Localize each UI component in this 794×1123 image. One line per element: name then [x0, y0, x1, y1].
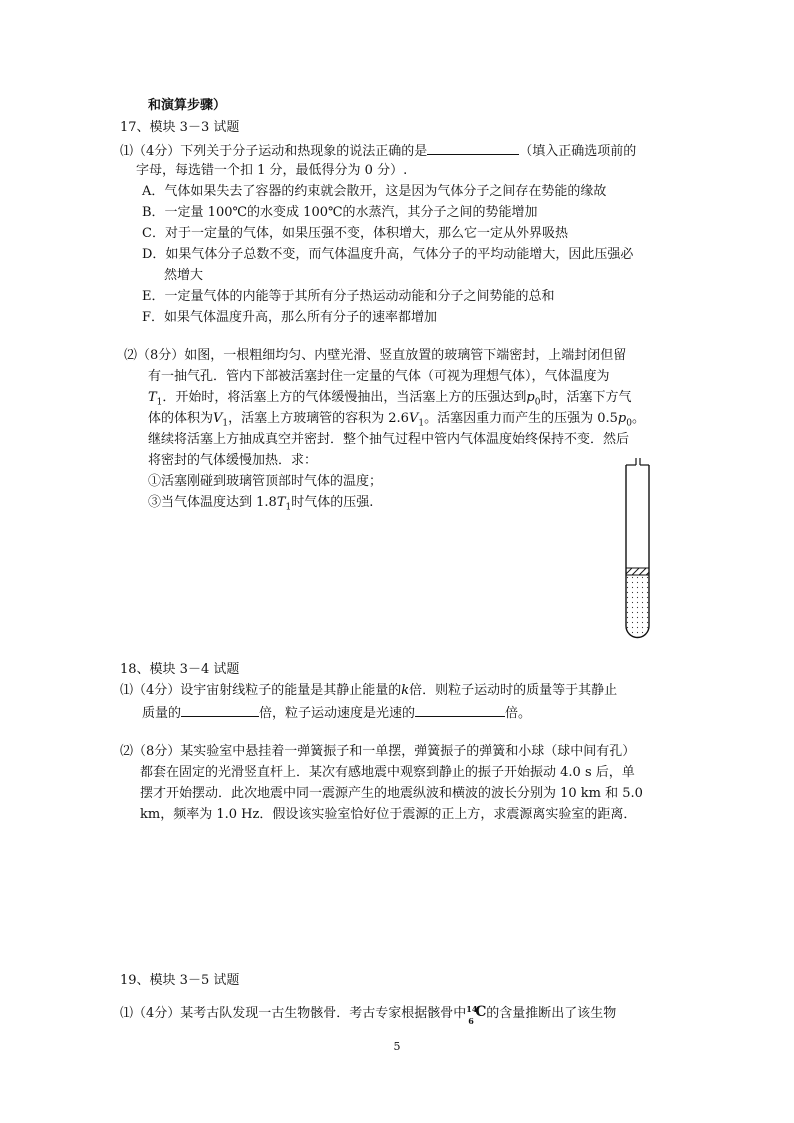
text-run: 倍。 — [505, 706, 532, 721]
subscript: 0 — [626, 418, 632, 429]
symbol-T: T — [148, 390, 157, 405]
trapped-gas — [626, 575, 649, 638]
isotope-mass-number: 14 — [466, 1004, 478, 1014]
symbol-V: V — [213, 411, 223, 426]
q17-option-d-line2: 然增大 — [164, 268, 204, 283]
subscript: 1 — [222, 418, 229, 429]
text-run: 质量的 — [142, 706, 182, 721]
text-run: ③当气体温度达到 1.8 — [148, 495, 277, 510]
page-number: 5 — [393, 1040, 401, 1053]
subscript: 1 — [156, 397, 163, 408]
q17-part2-line8 — [148, 493, 373, 518]
q17-part2-line7: ①活塞刚碰到玻璃管顶部时气体的温度； — [148, 474, 383, 489]
text-run: ，活塞上方玻璃管的容积为 2.6 — [228, 411, 409, 426]
q17-part2-line5: 继续将活塞上方抽成真空并密封．整个抽气过程中管内气体温度始终保持不变．然后 — [148, 432, 630, 447]
symbol-T: T — [276, 495, 286, 510]
symbol-p: p — [617, 411, 627, 426]
q18-part2-line3: 摆才开始摆动．此次地震中同一震源产生的地震纵波和横波的波长分别为 10 km 和 5.0 — [140, 786, 643, 801]
text-run: 倍．则粒子运动时的质量等于其静止 — [409, 683, 618, 698]
mass-ratio-blank — [181, 702, 259, 717]
q18-part2-line2: 都套在固定的光滑竖直杆上．某次有感地震中观察到静止的振子开始振动 4.0 s 后，单 — [140, 765, 635, 780]
text-run: 。 — [631, 411, 645, 426]
symbol-p: p — [526, 390, 535, 405]
symbol-V: V — [408, 411, 419, 426]
q17-option-d-line1: D．如果气体分子总数不变，而气体温度升高，气体分子的平均动能增大，因此压强必 — [142, 247, 634, 262]
speed-ratio-blank — [415, 702, 505, 717]
q17-option-e: E．一定量气体的内能等于其所有分子热运动动能和分子之间势能的总和 — [142, 289, 555, 304]
q19-part1-line1 — [120, 1002, 616, 1024]
q18-part1-line2 — [142, 702, 531, 724]
text-run: 体的体积为 — [148, 411, 214, 426]
text-run: ．开始时，将活塞上方的气体缓慢抽出，当活塞上方的压强达到 — [162, 390, 527, 405]
q17-part2-line2: 有一抽气孔．管内下部被活塞封住一定量的气体（可视为理想气体），气体温度为 — [148, 369, 610, 384]
q18-part2-line1: ⑵（8分）某实验室中悬挂着一弹簧振子和一单摆，弹簧振子的弹簧和小球（球中间有孔） — [120, 744, 636, 759]
isotope-symbol: C — [475, 1004, 487, 1020]
text-run: 时气体的压强. — [291, 495, 374, 510]
q18-part2-line4: km，频率为 1.0 Hz．假设该实验室恰好位于震源的正上方，求震源离实验室的距离． — [140, 807, 637, 822]
text-run: 。活塞因重力而产生的压强为 0.5 — [424, 411, 618, 426]
header-fragment: 和演算步骤） — [148, 98, 227, 113]
isotope-atomic-number: 6 — [468, 1016, 474, 1026]
q17-answer-blank — [427, 140, 519, 155]
text-run: 时，活塞下方气 — [540, 390, 632, 405]
q17-part1-stem-tail: （填入正确选项前的 — [519, 144, 637, 159]
text-run: ⑴（4分）设宇宙射线粒子的能量是其静止能量的 — [120, 683, 402, 698]
subscript: 1 — [418, 418, 425, 429]
q17-part2-line1: ⑵（8分）如图，一根粗细均匀、内壁光滑、竖直放置的玻璃管下端密封，上端封闭但留 — [124, 348, 627, 363]
subscript: 1 — [285, 502, 292, 513]
text-run: 倍，粒子运动速度是光速的 — [259, 706, 416, 721]
q18-part1-line1 — [120, 681, 617, 701]
suction-hole-icon — [636, 458, 640, 465]
q17-option-c: C．对于一定量的气体，如果压强不变，体积增大，那么它一定从外界吸热 — [142, 226, 568, 241]
carbon-isotope — [466, 1002, 487, 1026]
text-run: 的含量推断出了该生物 — [486, 1006, 617, 1021]
q17-option-a: A．气体如果失去了容器的约束就会散开，这是因为气体分子之间存在势能的缘故 — [142, 184, 607, 199]
q18-title: 18、模块 3－4 试题 — [120, 662, 240, 677]
q17-option-f: F．如果气体温度升高，那么所有分子的速率都增加 — [142, 310, 438, 325]
text-run: ⑴（4分）某考古队发现一古生物骸骨．考古专家根据骸骨中 — [120, 1006, 467, 1021]
subscript: 0 — [534, 397, 541, 408]
q17-option-b: B．一定量 100℃的水变成 100℃的水蒸汽，其分子之间的势能增加 — [142, 205, 538, 220]
q17-part1-stem: ⑴（4分）下列关于分子运动和热现象的说法正确的是 — [120, 144, 428, 159]
q17-part1-line2: 字母，每选错一个扣 1 分，最低得分为 0 分）. — [136, 163, 408, 178]
q17-title: 17、模块 3－3 试题 — [120, 120, 240, 135]
q17-part1-line1 — [120, 140, 636, 162]
glass-tube-diagram — [616, 456, 658, 640]
q19-title: 19、模块 3－5 试题 — [120, 973, 240, 988]
q17-part2-line6: 将密封的气体缓慢加热．求： — [148, 453, 318, 468]
piston — [626, 568, 649, 575]
symbol-k: k — [401, 683, 410, 698]
